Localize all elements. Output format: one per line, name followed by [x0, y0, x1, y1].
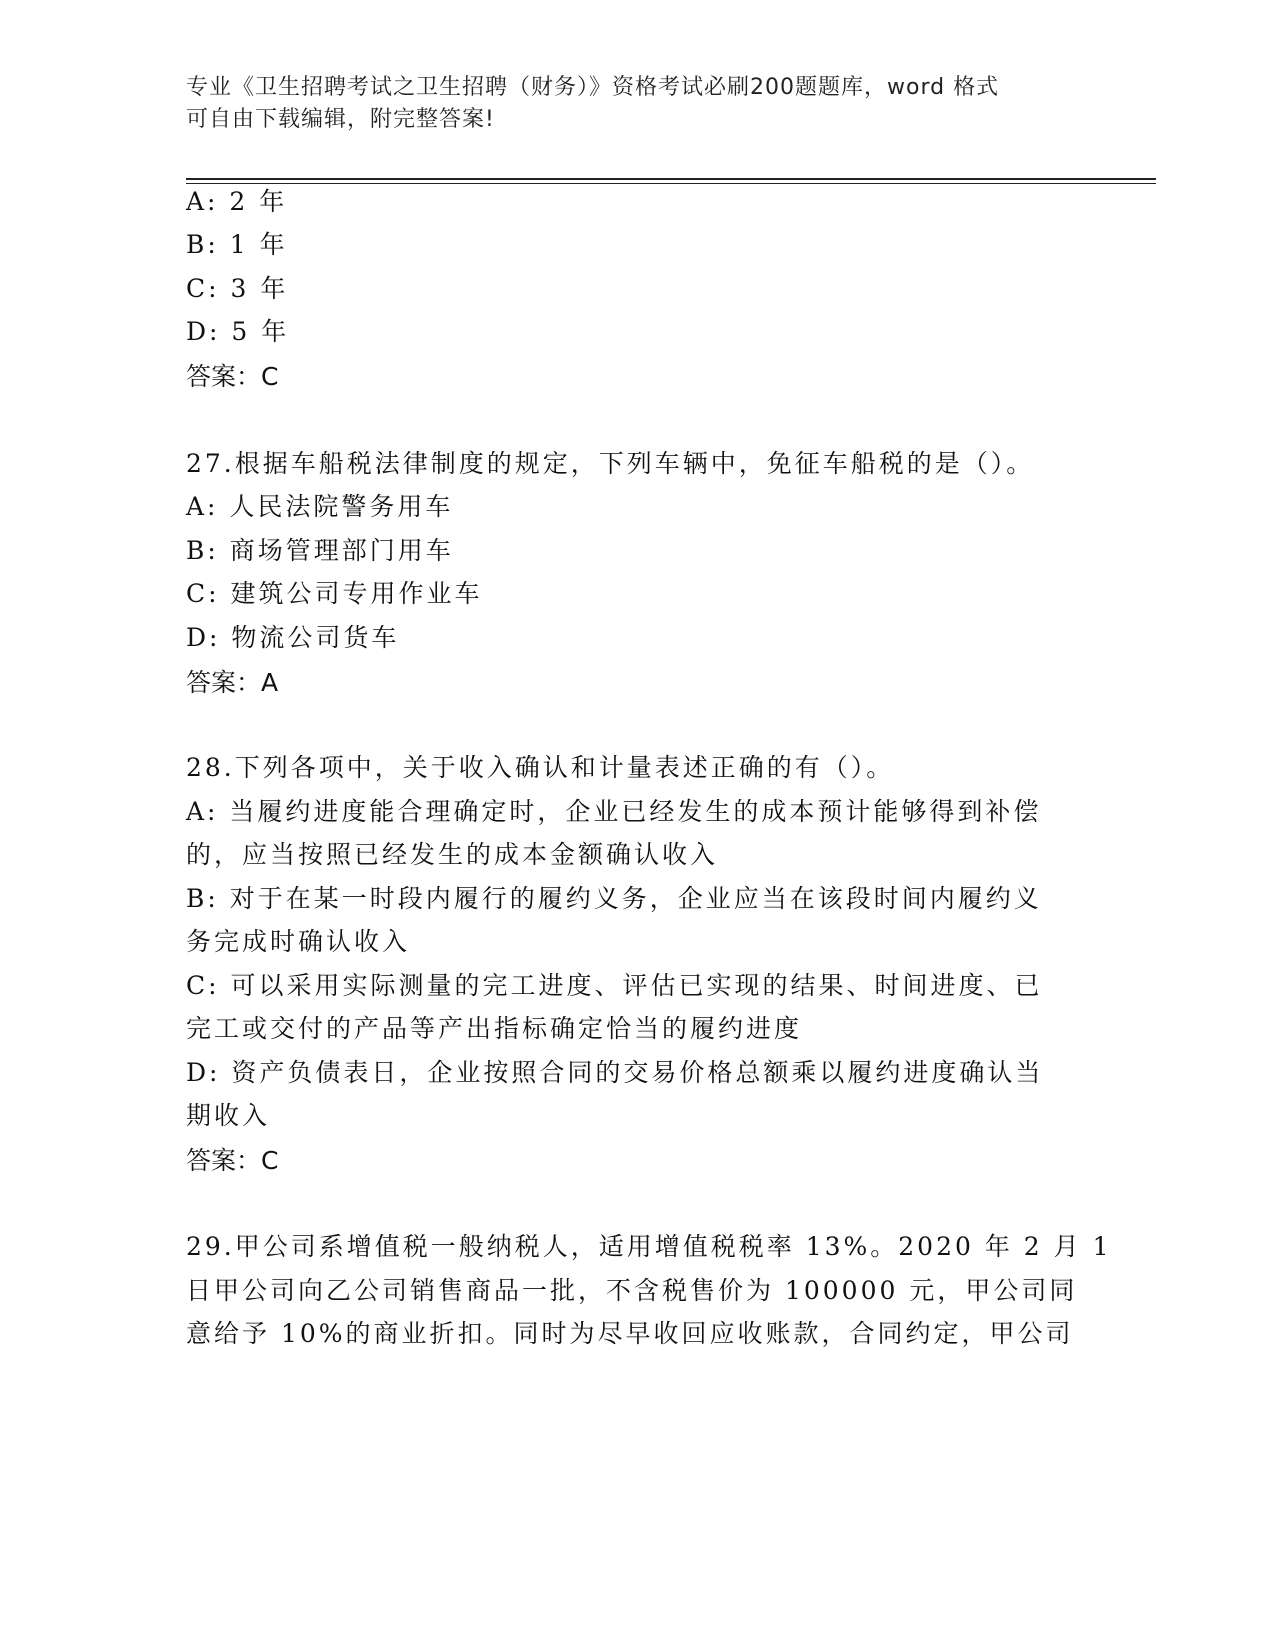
q27-option-b: B: 商场管理部门用车	[186, 536, 454, 565]
q27-option-a: A: 人民法院警务用车	[186, 492, 454, 521]
q28-option-c-line-2: 完工或交付的产品等产出指标确定恰当的履约进度	[186, 1014, 803, 1043]
q28-option-d-line-2: 期收入	[186, 1101, 271, 1130]
q26-option-b: B: 1 年	[186, 230, 288, 259]
q28-stem: 28.下列各项中，关于收入确认和计量表述正确的有（）。	[186, 753, 895, 782]
header-rule-thin	[186, 183, 1156, 184]
q27-option-c: C: 建筑公司专用作业车	[186, 579, 483, 608]
header-title-line-2: 可自由下载编辑，附完整答案!	[186, 107, 495, 132]
q28-option-b-line-2: 务完成时确认收入	[186, 927, 411, 956]
q28-option-a-line-1: A: 当履约进度能合理确定时，企业已经发生的成本预计能够得到补偿	[186, 797, 1042, 826]
q28-option-a-line-2: 的，应当按照已经发生的成本金额确认收入	[186, 840, 719, 869]
q26-option-d: D: 5 年	[186, 317, 290, 346]
q26-option-c: C: 3 年	[186, 274, 289, 303]
q28-option-c-line-1: C: 可以采用实际测量的完工进度、评估已实现的结果、时间进度、已	[186, 971, 1043, 1000]
q29-stem-line-3: 意给予 10%的商业折扣。同时为尽早收回应收账款，合同约定，甲公司	[186, 1319, 1074, 1348]
q26-option-a: A: 2 年	[186, 187, 288, 216]
q29-stem-line-1: 29.甲公司系增值税一般纳税人，适用增值税税率 13%。2020 年 2 月 1	[186, 1232, 1112, 1261]
q28-answer: 答案：C	[186, 1146, 279, 1175]
q27-stem: 27.根据车船税法律制度的规定，下列车辆中，免征车船税的是（）。	[186, 449, 1035, 478]
q27-answer: 答案：A	[186, 668, 279, 697]
q28-option-b-line-1: B: 对于在某一时段内履行的履约义务，企业应当在该段时间内履约义	[186, 884, 1042, 913]
q26-answer: 答案：C	[186, 362, 279, 391]
q29-stem-line-2: 日甲公司向乙公司销售商品一批，不含税售价为 100000 元，甲公司同	[186, 1276, 1078, 1305]
document-header	[186, 72, 1066, 136]
q28-option-d-line-1: D: 资产负债表日，企业按照合同的交易价格总额乘以履约进度确认当	[186, 1058, 1044, 1087]
q27-option-d: D: 物流公司货车	[186, 623, 400, 652]
header-rule-thick	[186, 178, 1156, 180]
header-title-line-1: 专业《卫生招聘考试之卫生招聘（财务）》资格考试必刷200题题库，word 格式	[186, 75, 1000, 100]
